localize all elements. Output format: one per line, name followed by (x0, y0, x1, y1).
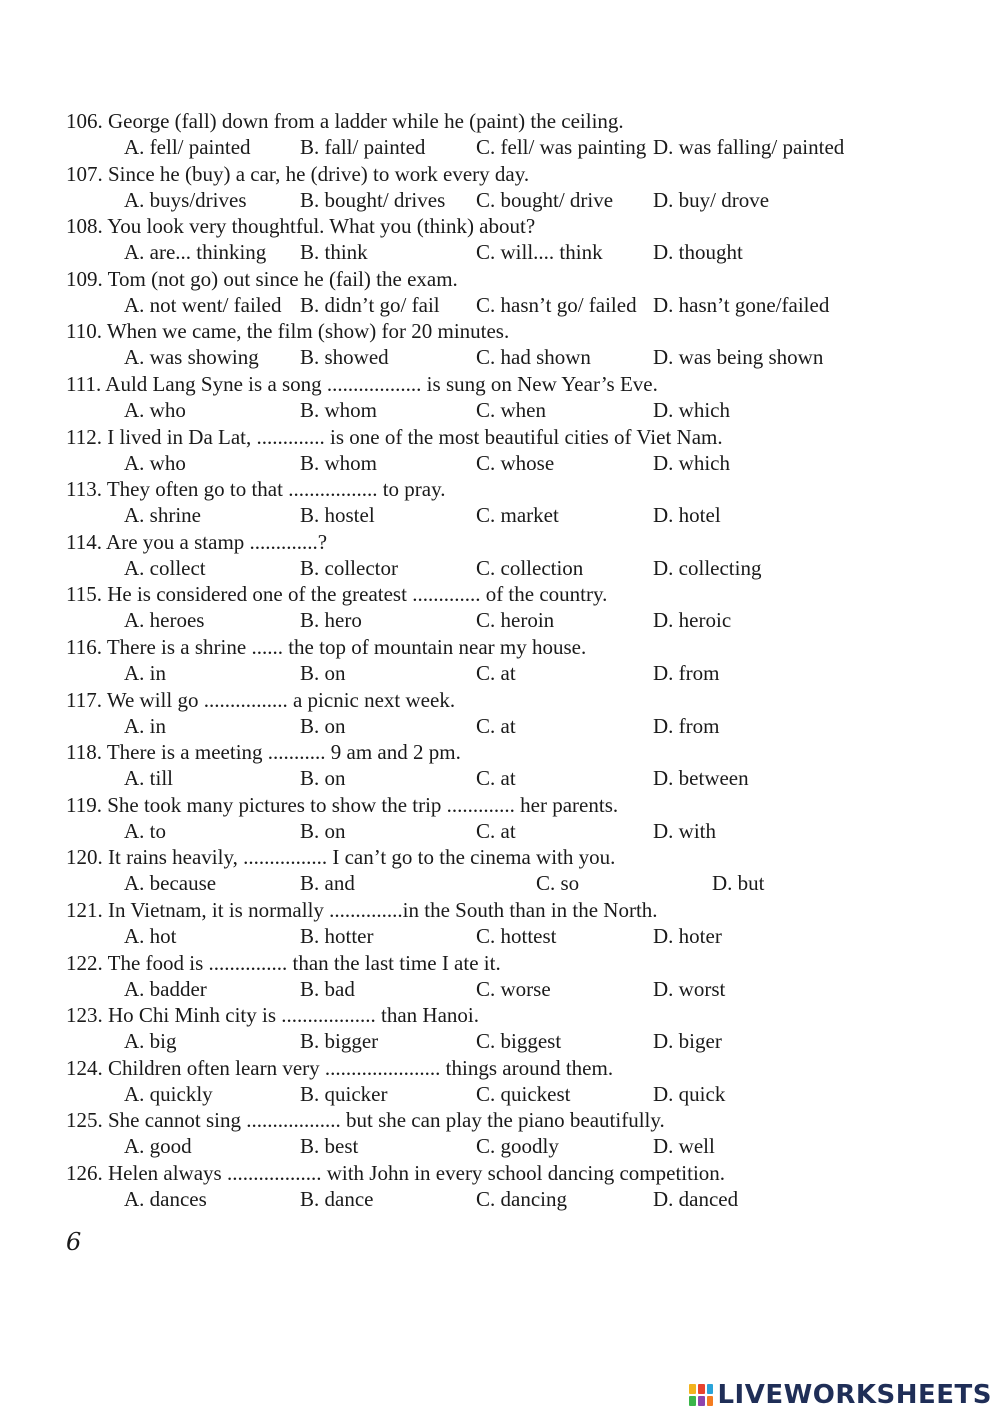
question-text: 112. I lived in Da Lat, ............. is one of the most beautiful cities of Viet Nam. (66, 424, 723, 449)
question-item (66, 1055, 966, 1108)
question-text: 123. Ho Chi Minh city is .................. than Hanoi. (66, 1003, 479, 1028)
answer-option: B. on (300, 818, 346, 843)
answer-option: D. thought (653, 240, 743, 265)
answer-option: C. quickest (476, 1081, 571, 1106)
page-number: 6 (66, 1228, 82, 1256)
question-text: 124. Children often learn very ...................... things around them. (66, 1055, 614, 1080)
answer-option: B. dance (300, 1187, 374, 1211)
answer-option: D. but (712, 871, 765, 896)
answer-option: C. will.... think (476, 240, 603, 265)
question-text: 121. In Vietnam, it is normally ..............in the South than in the North. (66, 898, 658, 922)
question-item (66, 371, 966, 424)
answer-option: D. heroic (653, 608, 732, 633)
answer-option: A. because (124, 871, 217, 896)
answer-option: A. badder (124, 976, 207, 1001)
question-text: 107. Since he (buy) a car, he (drive) to work every day. (66, 161, 530, 186)
answer-option: C. hottest (476, 924, 557, 948)
question-text: 118. There is a meeting ........... 9 am and 2 pm. (66, 740, 461, 765)
question-text: 113. They often go to that ................. to pray. (66, 477, 446, 502)
question-item (66, 1107, 966, 1160)
liveworksheets-logo-icon (689, 1384, 713, 1406)
question-item (66, 792, 966, 845)
answer-option: A. are... thinking (124, 240, 267, 265)
question-item (66, 1160, 966, 1213)
answer-option: C. at (476, 713, 516, 738)
answer-option: C. fell/ was painting (476, 135, 647, 159)
answer-option: A. shrine (124, 503, 201, 528)
answer-option: C. at (476, 766, 516, 791)
question-item (66, 897, 966, 950)
answer-option: A. in (124, 713, 166, 738)
answer-option: A. buys/drives (124, 187, 247, 212)
answer-option: A. who (124, 398, 186, 422)
answer-option: B. collector (300, 555, 398, 580)
answer-option: B. quicker (300, 1081, 388, 1106)
question-item (66, 1002, 966, 1055)
answer-option: D. with (653, 818, 716, 843)
answer-option: A. was showing (124, 345, 259, 370)
answer-option: D. which (653, 450, 730, 475)
answer-option: A. quickly (124, 1081, 213, 1106)
answer-option: D. danced (653, 1187, 739, 1211)
answer-option: B. bad (300, 976, 355, 1001)
answer-option: D. worst (653, 976, 726, 1001)
question-item (66, 318, 966, 371)
answer-option: C. market (476, 503, 559, 528)
answer-option: B. whom (300, 398, 378, 422)
answer-option: A. in (124, 661, 166, 685)
answer-option: C. at (476, 661, 516, 685)
answer-option: C. at (476, 818, 516, 843)
question-item (66, 266, 966, 319)
answer-option: D. buy/ drove (653, 187, 770, 212)
question-text: 125. She cannot sing .................. but she can play the piano beautifully. (66, 1108, 665, 1133)
answer-option: B. fall/ painted (300, 135, 426, 159)
answer-option: D. hoter (653, 924, 722, 948)
answer-option: B. on (300, 713, 346, 738)
answer-option: C. collection (476, 555, 584, 580)
question-item (66, 739, 966, 792)
answer-option: D. between (653, 766, 749, 791)
answer-option: A. fell/ painted (124, 135, 251, 159)
answer-option: D. hotel (653, 503, 721, 528)
question-text: 109. Tom (not go) out since he (fail) the exam. (66, 266, 458, 291)
answer-option: D. hasn’t gone/failed (653, 292, 830, 317)
answer-option: A. to (124, 818, 166, 843)
answer-option: A. hot (124, 924, 177, 948)
question-text: 111. Auld Lang Syne is a song .................. is sung on New Year’s Eve. (66, 372, 658, 396)
question-text: 126. Helen always .................. with John in every school dancing competition. (66, 1161, 726, 1185)
answer-option: C. when (476, 398, 546, 422)
question-text: 115. He is considered one of the greatest ............. of the country. (66, 582, 608, 607)
answer-option: A. not went/ failed (124, 292, 282, 317)
answer-option: D. was falling/ painted (653, 135, 845, 159)
brand-footer (689, 1380, 992, 1410)
answer-option: D. biger (653, 1029, 722, 1054)
answer-option: C. worse (476, 976, 551, 1001)
answer-option: D. well (653, 1134, 715, 1159)
question-text: 106. George (fall) down from a ladder while he (paint) the ceiling. (66, 109, 624, 133)
answer-option: A. who (124, 450, 186, 475)
question-item (66, 161, 966, 214)
answer-option: D. from (653, 661, 720, 685)
answer-option: B. didn’t go/ fail (300, 292, 440, 317)
question-item (66, 108, 966, 161)
question-item (66, 687, 966, 740)
question-item (66, 213, 966, 266)
answer-option: B. on (300, 766, 346, 791)
question-item (66, 581, 966, 634)
question-text: 117. We will go ................ a picnic next week. (66, 687, 456, 712)
question-text: 114. Are you a stamp .............? (66, 529, 328, 554)
answer-option: C. whose (476, 450, 555, 475)
answer-option: A. heroes (124, 608, 205, 633)
answer-option: D. collecting (653, 555, 762, 580)
answer-option: B. and (300, 871, 355, 896)
answer-option: C. bought/ drive (476, 187, 614, 212)
question-item (66, 844, 966, 897)
question-text: 108. You look very thoughtful. What you (think) about? (66, 214, 536, 239)
answer-option: B. bigger (300, 1029, 379, 1054)
answer-option: D. from (653, 713, 720, 738)
answer-option: C. heroin (476, 608, 555, 633)
question-item (66, 634, 966, 687)
answer-option: A. collect (124, 555, 206, 580)
answer-option: C. so (536, 871, 580, 896)
answer-option: B. bought/ drives (300, 187, 446, 212)
answer-option: D. which (653, 398, 730, 422)
answer-option: A. till (124, 766, 174, 791)
answer-option: B. hostel (300, 503, 375, 528)
answer-option: B. hero (300, 608, 362, 633)
answer-option: A. big (124, 1029, 177, 1054)
question-text: 116. There is a shrine ...... the top of mountain near my house. (66, 635, 587, 659)
brand-name: LIVEWORKSHEETS (717, 1380, 992, 1410)
answer-option: B. think (300, 240, 368, 265)
question-item (66, 424, 966, 477)
question-item (66, 476, 966, 529)
question-item (66, 950, 966, 1003)
answer-option: A. good (124, 1134, 192, 1159)
question-text: 110. When we came, the film (show) for 20 minutes. (66, 319, 510, 344)
answer-option: C. goodly (476, 1134, 559, 1159)
question-item (66, 529, 966, 582)
answer-option: C. had shown (476, 345, 591, 370)
answer-option: C. hasn’t go/ failed (476, 292, 637, 317)
answer-option: B. whom (300, 450, 378, 475)
question-text: 122. The food is ............... than the last time I ate it. (66, 950, 501, 975)
answer-option: A. dances (124, 1187, 207, 1211)
answer-option: B. hotter (300, 924, 374, 948)
question-text: 120. It rains heavily, ................ I can’t go to the cinema with you. (66, 845, 616, 870)
answer-option: D. was being shown (653, 345, 824, 370)
answer-option: B. showed (300, 345, 389, 370)
answer-option: B. on (300, 661, 346, 685)
answer-option: C. dancing (476, 1187, 567, 1211)
question-text: 119. She took many pictures to show the trip ............. her parents. (66, 792, 619, 817)
answer-option: B. best (300, 1134, 359, 1159)
answer-option: D. quick (653, 1081, 726, 1106)
answer-option: C. biggest (476, 1029, 562, 1054)
